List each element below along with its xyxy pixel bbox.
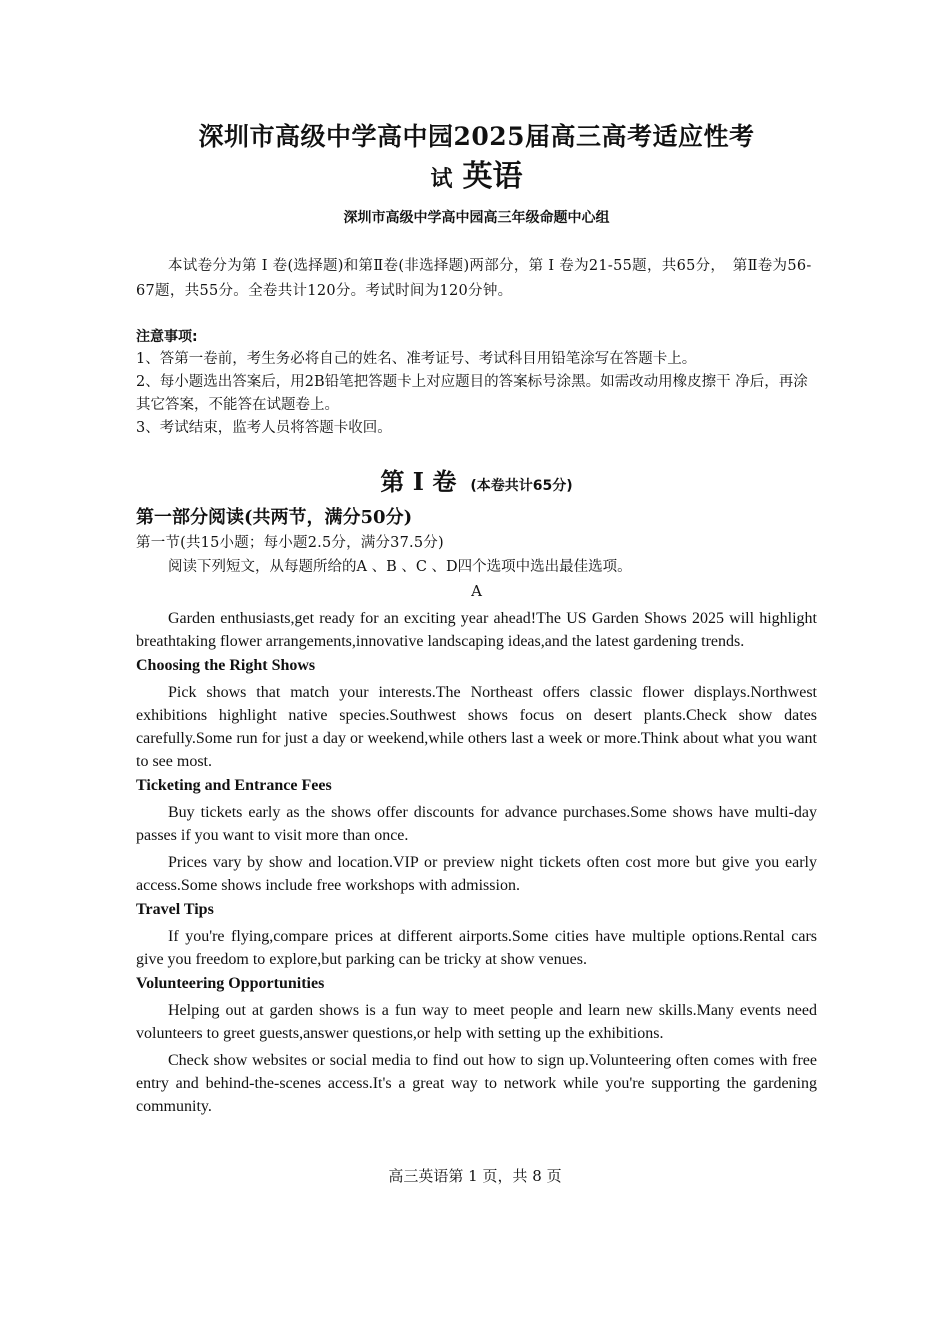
note-item-1: 1、答第一卷前，考生务必将自己的姓名、准考证号、考试科目用铅笔涂写在答题卡上。 xyxy=(136,351,697,367)
passage-letter: A xyxy=(471,582,482,600)
passage-heading: Ticketing and Entrance Fees xyxy=(136,777,332,794)
notes-heading: 注意事项: xyxy=(136,329,198,345)
passage-paragraph: Check show websites or social media to find out how to sign up.Volunteering often comes with free entry and behind-the-scenes access.It's a great way to network while you're supporting the gardening community. xyxy=(136,1052,817,1115)
section-subtitle: 第一节(共15小题；每小题2.5分，满分37.5分) xyxy=(136,535,444,551)
exam-title: 深圳市高级中学高中园2025届高三高考适应性考 xyxy=(198,122,755,151)
passage-paragraph: Buy tickets early as the shows offer discounts for advance purchases.Some shows have multi-day passes if you want to visit more than once. xyxy=(136,804,817,844)
part-score: (本卷共计65分) xyxy=(470,478,573,494)
exam-intro: 本试卷分为第 I 卷(选择题)和第Ⅱ卷(非选择题)两部分，第 I 卷为21-55题，共65分， 第Ⅱ卷为56-67题，共55分。全卷共计120分。考试时间为120分钟。 xyxy=(136,258,812,299)
passage-heading: Travel Tips xyxy=(136,901,214,918)
page-footer: 高三英语第 1 页，共 8 页 xyxy=(388,1167,562,1185)
passage-paragraph: Pick shows that match your interests.The Northeast offers classic flower displays.Northwest exhibitions highlight native species.Southwest shows focus on desert plants.Check show dates carefully.Some run for just a day or weekend,while others last a week or more.Think about what you want to see most. xyxy=(136,684,817,770)
part-title xyxy=(136,464,817,504)
passage-paragraph: Prices vary by show and location.VIP or preview night tickets often cost more but give you early access.Some shows include free workshops with admission. xyxy=(136,854,817,894)
passage-heading: Choosing the Right Shows xyxy=(136,657,316,674)
passage-heading: Volunteering Opportunities xyxy=(136,975,325,992)
passage-paragraph: Helping out at garden shows is a fun way to meet people and learn new skills.Many events need volunteers to greet guests,answer questions,or help with setting up the exhibitions. xyxy=(136,1002,817,1042)
note-item-2: 2、每小题选出答案后，用2B铅笔把答题卡上对应题目的答案标号涂黑。如需改动用橡皮擦干 净后，再涂其它答案，不能答在试题卷上。 xyxy=(136,374,808,413)
section-title: 第一部分阅读(共两节，满分50分) xyxy=(136,507,413,528)
exam-title-line2 xyxy=(136,156,817,202)
exam-committee: 深圳市高级中学高中园高三年级命题中心组 xyxy=(343,210,610,226)
note-item-3: 3、考试结束，监考人员将答题卡收回。 xyxy=(136,420,392,436)
subject-name: 英语 xyxy=(462,159,523,194)
exam-title-suffix: 试 xyxy=(430,166,453,192)
exam-page xyxy=(136,118,817,1118)
passage-paragraph: Garden enthusiasts,get ready for an exciting year ahead!The US Garden Shows 2025 will highlight breathtaking flower arrangements,innovative landscaping ideas,and the latest gardening trends. xyxy=(136,610,817,650)
reading-instruction: 阅读下列短文，从每题所给的A 、B 、C 、D四个选项中选出最佳选项。 xyxy=(168,559,632,575)
passage-paragraph: If you're flying,compare prices at different airports.Some cities have multiple options.Rental cars give you freedom to explore,but parking can be tricky at show venues. xyxy=(136,928,817,968)
part-name: 第 I 卷 xyxy=(380,467,457,496)
